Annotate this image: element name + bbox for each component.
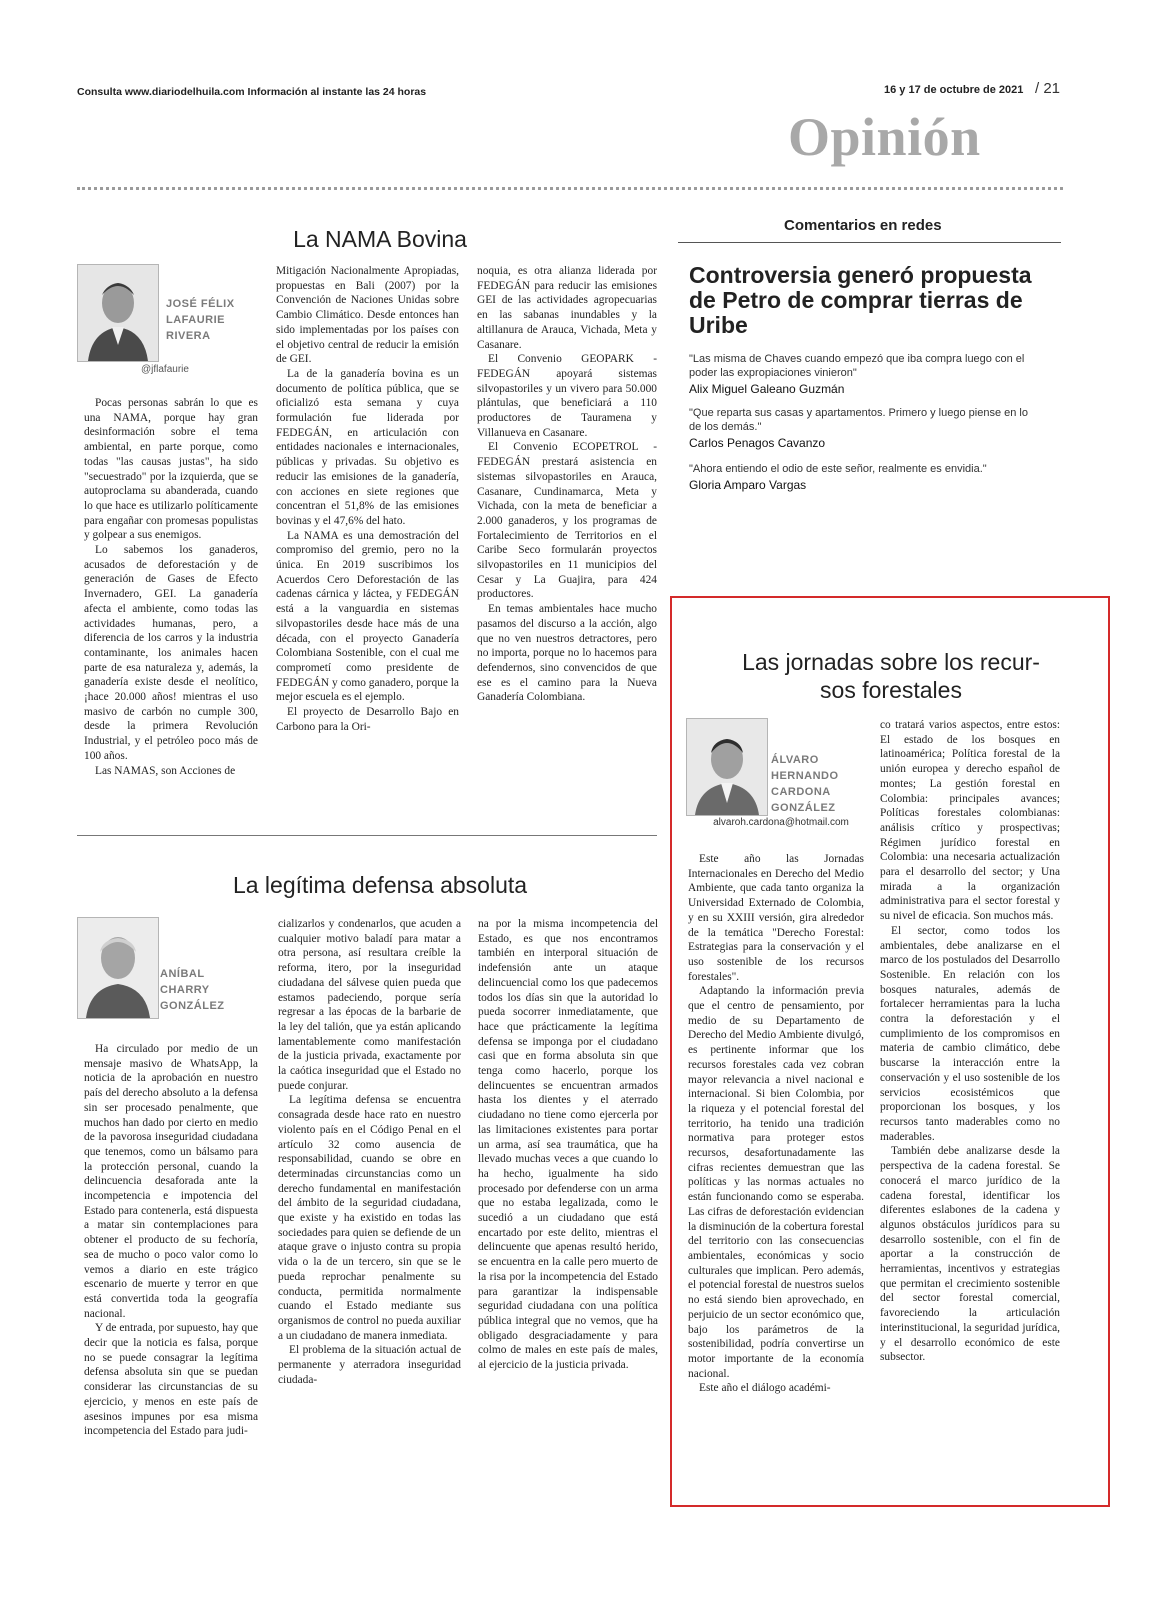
section-title: Opinión (788, 107, 981, 167)
paragraph: Mitigación Nacionalmente Apropiadas, propuestas en Bali (2007) por la Convención de Naciones Unidas sobre Cambio Climático. Desde entonces han sido implementadas por los países con el objetivo central de reducir la emisión de GEI. (276, 265, 459, 366)
comment-item (689, 352, 1039, 396)
comments-headline: Controversia generó propuesta de Petro de comprar tierras de Uribe (689, 262, 1032, 338)
article-column-2 (880, 718, 1060, 1365)
comment-item (689, 406, 1039, 450)
author-byline: ANÍBAL CHARRY GONZÁLEZ (160, 968, 225, 1012)
paragraph: La legítima defensa se encuentra consagrada desde hace rato en nuestro violento país en el Código Penal en el artículo 32 como ausencia de responsabilidad, cuando se obre en determinadas circunstancias como un derecho fundamental en manifestación del ámbito de la seguridad ciudadana, que existe y ha existido en todas las sociedades para quien se defiende de un ataque grave o injusto contra su propia vida o la de un tercero, sin que se le pueda reprochar penalmente su conducta, permitida normalmente cuando el Estado mediante sus organismos de control no pueda auxiliar a un ciudadano de manera inmediata. (278, 1094, 461, 1342)
paragraph: El problema de la situación actual de permanente y aterradora inseguridad ciudada- (278, 1344, 461, 1386)
comment-quote: "Las misma de Chaves cuando empezó que iba compra luego con el poder las expropiaciones vinieron" (689, 353, 1025, 379)
article-column-1 (688, 852, 864, 1396)
paragraph: noquia, es otra alianza liderada por FEDEGÁN para reducir las emisiones GEI de las actividades agropecuarias en las sabanas inundables y la altillanura de Arauca, Vichada, Meta y Casanare. (477, 265, 657, 351)
article-title (686, 648, 1096, 704)
paragraph: Ha circulado por medio de un mensaje masivo de WhatsApp, la noticia de la aprobación en nuestro país del derecho absoluto a la defensa sin ser procesado penalmente, que muchos han dado por cierto en medio de la pavorosa inseguridad ciudadana que tenemos, como un bálsamo para la protección personal, cuando la delincuencia desaforada ante la incompetencia e impotencia del Estado para contenerla, está dispuesta a matar sin contemplaciones para obtener el producto de su fechoría, sea de mucho o poco valor como lo vemos a diario en este trágico escenario de muerte y terror en que está convertida toda la geografía nacional. (84, 1043, 258, 1320)
comment-author: Alix Miguel Galeano Guzmán (689, 382, 845, 396)
comment-author: Gloria Amparo Vargas (689, 478, 807, 492)
paragraph: Este año las Jornadas Internacionales en Derecho del Medio Ambiente, que cada tanto organiza la Universidad Externado de Colombia, y en su XXIII versión, gira alrededor de la temática "Derecho Forestal: Estrategias para la conservación y el uso sostenible de los recursos forestales". (688, 853, 864, 983)
paragraph: La NAMA es una demostración del compromiso del gremio, pero no la única. En 2019 suscribimos los Acuerdos Cero Deforestación de las cadenas cárnica y láctea, y FEDEGÁN está a la vanguardia en sistemas silvopastoriles desde hace más de una década, con el proyecto Ganadería Colombiana Sostenible, con el cual me comprometí como presidente de FEDEGÁN y como ganadero, porque la mejor escuela es el ejemplo. (276, 529, 459, 704)
article-title: La legítima defensa absoluta (232, 872, 528, 898)
comment-item (689, 462, 1039, 492)
paragraph: El sector, como todos los ambientales, debe analizarse en el marco de los postulados del Desarrollo Sostenible. En relación con los bosques naturales, además de fortalecer herramientas para la lucha contra la deforestación y el cumplimiento de los compromisos en materia de cambio climático, debe buscarse la interacción entre la conservación y el uso sostenible de los servicios ecosistémicos que proporcionan los bosques, y los recursos tanto maderables como no maderables. (880, 924, 1060, 1143)
article-title: La NAMA Bovina (293, 226, 467, 252)
paragraph: Las NAMAS, son Acciones de (95, 764, 236, 777)
comment-author: Carlos Penagos Cavanzo (689, 436, 826, 450)
comment-quote: "Que reparta sus casas y apartamentos. Primero y luego piense en lo de los demás." (689, 407, 1028, 433)
paragraph: co tratará varios aspectos, entre estos: El estado de los bosques en latinoamérica; Política forestal de la unión europea y derecho español de montes; La gestión forestal en Colombia: principales avances; Políticas forestales colombianas: análisis crítico y prospectivas; Régimen jurídico forestal en Colombia: una necesaria actualización para el desarrollo del sector; y Una mirada a la organización administrativa para el sector forestal y su nivel de eficacia. Son muchos más. (880, 719, 1060, 923)
issue-date: 16 y 17 de octubre de 2021 (884, 84, 1024, 96)
paragraph: Adaptando la información previa que el centro de pensamiento, por medio de su Departamento de Derecho del Medio Ambiente divulgó, es pertinente informar que los recursos forestales cada vez cobran mayor relevancia a nivel nacional e internacional. Si bien Colombia, por la riqueza y el potencial forestal del territorio, ha tenido una tradición normativa para proteger estos recursos, desafortunadamente las cifras recientes demuestran que las políticas y las normas actuales no están funcionando como se esperaba. Las cifras de deforestación evidencian la disminución de la cobertura forestal del territorio con las consecuencias ambientales, económicas y socio culturales que implican. Pero además, el potencial forestal de nuestros suelos no está siendo bien aprovechado, en perjuicio de un sector económico que, bajo los parámetros de la sostenibilidad, podría convertirse un motor importante de la economía nacional. (688, 985, 864, 1380)
comments-label: Comentarios en redes (784, 217, 942, 234)
author-byline: ÁLVARO HERNANDO CARDONA GONZÁLEZ (771, 754, 839, 814)
paragraph: La de la ganadería bovina es un documento de política pública, que se oficializó esta semana y cuya formulación fue liderada por FEDEGÁN, en articulación con entidades nacionales e internacionales, públicas y privadas. Su objetivo es reducir las emisiones de la ganadería, con acciones en siete regiones que concentran el 51,8% de las emisiones bovinas y el 47,6% del hato. (276, 367, 459, 527)
header-website-line: Consulta www.diariodelhuila.com Información al instante las 24 horas (77, 86, 427, 98)
article-column-3 (478, 917, 658, 1373)
article-column-1 (84, 396, 258, 778)
comment-quote: "Ahora entiendo el odio de este señor, realmente es envidia." (689, 463, 987, 475)
paragraph: En temas ambientales hace mucho pasamos del discurso a la acción, algo que no ven nuestros detractores, pero no importa, porque no lo hacemos para defendernos, sino convencidos de que ese es el camino para la Nueva Ganadería Colombiana. (477, 603, 657, 704)
paragraph: Lo sabemos los ganaderos, acusados de deforestación y de generación de Gases de Efecto Invernadero, GEI. La ganadería afecta el ambiente, como todas las actividades humanas, pero, a diferencia de los carros y la industria contaminante, los animales hacen parte de esa naturaleza y, además, la ganadería existe desde el neolítico, ¡hace 20.000 años! mientras el uso masivo de carbón no cumple 300, desde la primera Revolución Industrial, y el petróleo poco más de 100 años. (84, 544, 258, 762)
author-handle: @jflafaurie (141, 364, 189, 375)
title-line: Las jornadas sobre los recur- (742, 649, 1040, 675)
article-column-3 (477, 264, 657, 705)
paragraph: También debe analizarse desde la perspectiva de la cadena forestal. Se conocerá el marco jurídico de la cadena forestal, identificar los diferentes eslabones de la cadena y algunos obstáculos jurídicos para su desarrollo sostenible, con el fin de aportar a la construcción de herramientas, incentivos y estrategias que permitan el crecimiento sostenible del sector forestal comercial, favoreciendo la articulación interinstitucional, la seguridad jurídica, y el desarrollo económico de este subsector. (880, 1145, 1060, 1364)
section-divider (77, 835, 657, 836)
paragraph: El proyecto de Desarrollo Bajo en Carbono para la Ori- (276, 706, 459, 733)
author-photo (77, 264, 159, 362)
paragraph: El Convenio GEOPARK - FEDEGÁN apoyará sistemas silvopastoriles y un vivero para 50.000 plántulas, que beneficiará a 110 productores de Tauramena y Villanueva en Casanare. (477, 353, 657, 439)
paragraph: Este año el diálogo académi- (699, 1382, 831, 1395)
header-dotted-rule (77, 187, 1063, 190)
paragraph: Pocas personas sabrán lo que es una NAMA, porque hay gran desinformación sobre el tema ambiental, en parte porque, como todas "las causas justas", ha sido "secuestrado" por la izquierda, que se autoproclama su abanderada, cuando lo que hace es utilizarlo políticamente para engañar con promesas populistas y golpear a sus enemigos. (84, 397, 258, 542)
paragraph: Y de entrada, por supuesto, hay que decir que la noticia es falsa, porque no se puede consagrar la legítima defensa absoluta sin que se puedan considerar las circunstancias de su ejercicio, y menos en este país de asesinos impunes por esa misma incompetencia del Estado para judi- (84, 1322, 258, 1438)
page-number: / 21 (1035, 80, 1061, 97)
title-line: sos forestales (820, 677, 962, 703)
article-column-1 (84, 1042, 258, 1439)
comments-rule (678, 242, 1061, 243)
article-column-2 (276, 264, 459, 735)
author-byline: JOSÉ FÉLIX LAFAURIE RIVERA (166, 298, 235, 342)
author-photo (686, 718, 768, 816)
paragraph: cializarlos y condenarlos, que acuden a cualquier motivo baladí para matar a otra persona, así resultara creíble la reforma, itero, por la inseguridad ciudadana del sálvese quien pueda que estamos padeciendo, porque sería regresar a las épocas de la barbarie de la ley del talión, que ya están aplicando lamentablemente como manifestación de la justicia privada, exactamente por la caótica inseguridad que el Estado no puede conjurar. (278, 918, 461, 1092)
paragraph: El Convenio ECOPETROL - FEDEGÁN prestará asistencia en sistemas silvopastoriles en Arauca, Casanare, Cundinamarca, Meta y Vichada, con la meta de beneficiar a 2.000 ganaderos, y los programas de Fortalecimiento de Territorios en el Caribe Seco formularán proyectos silvopastoriles en 11 municipios del Cesar y La Guajira, para 424 productores. (477, 441, 657, 601)
paragraph: na por la misma incompetencia del Estado, es que nos encontramos también en interporal situación de indefensión ante un ataque delincuencial como los que padecemos todos los días sin que la autoridad lo pueda socorrer inmediatamente, que hace que prácticamente la legítima defensa se imponga por el ciudadano casi que en forma absoluta sin que tenga como hacerlo, porque los delincuentes se encuentran armados hasta los dientes y el aterrado ciudadano no tiene como ejercerla por las limitaciones existentes para portar un arma, así sea traumática, que ha llevado muchas veces a que cuando lo ha hecho, igualmente ha sido procesado por defenderse con un arma que no estaba legalizada, como le sucedió a un ciudadano que está encartado por este delito, mientras el delincuente que apenas resultó herido, se encuentra en la calle pero muerto de la risa por la incompetencia del Estado para garantizar la indispensable seguridad ciudadana con una política pública integral que no vemos, que ha obligado desgraciadamente y para colmo de males en este país de males, al ejercicio de la justicia privada. (478, 918, 658, 1372)
author-photo (77, 917, 159, 1019)
author-email: alvaroh.cardona@hotmail.com (713, 817, 849, 828)
article-column-2 (278, 917, 461, 1388)
